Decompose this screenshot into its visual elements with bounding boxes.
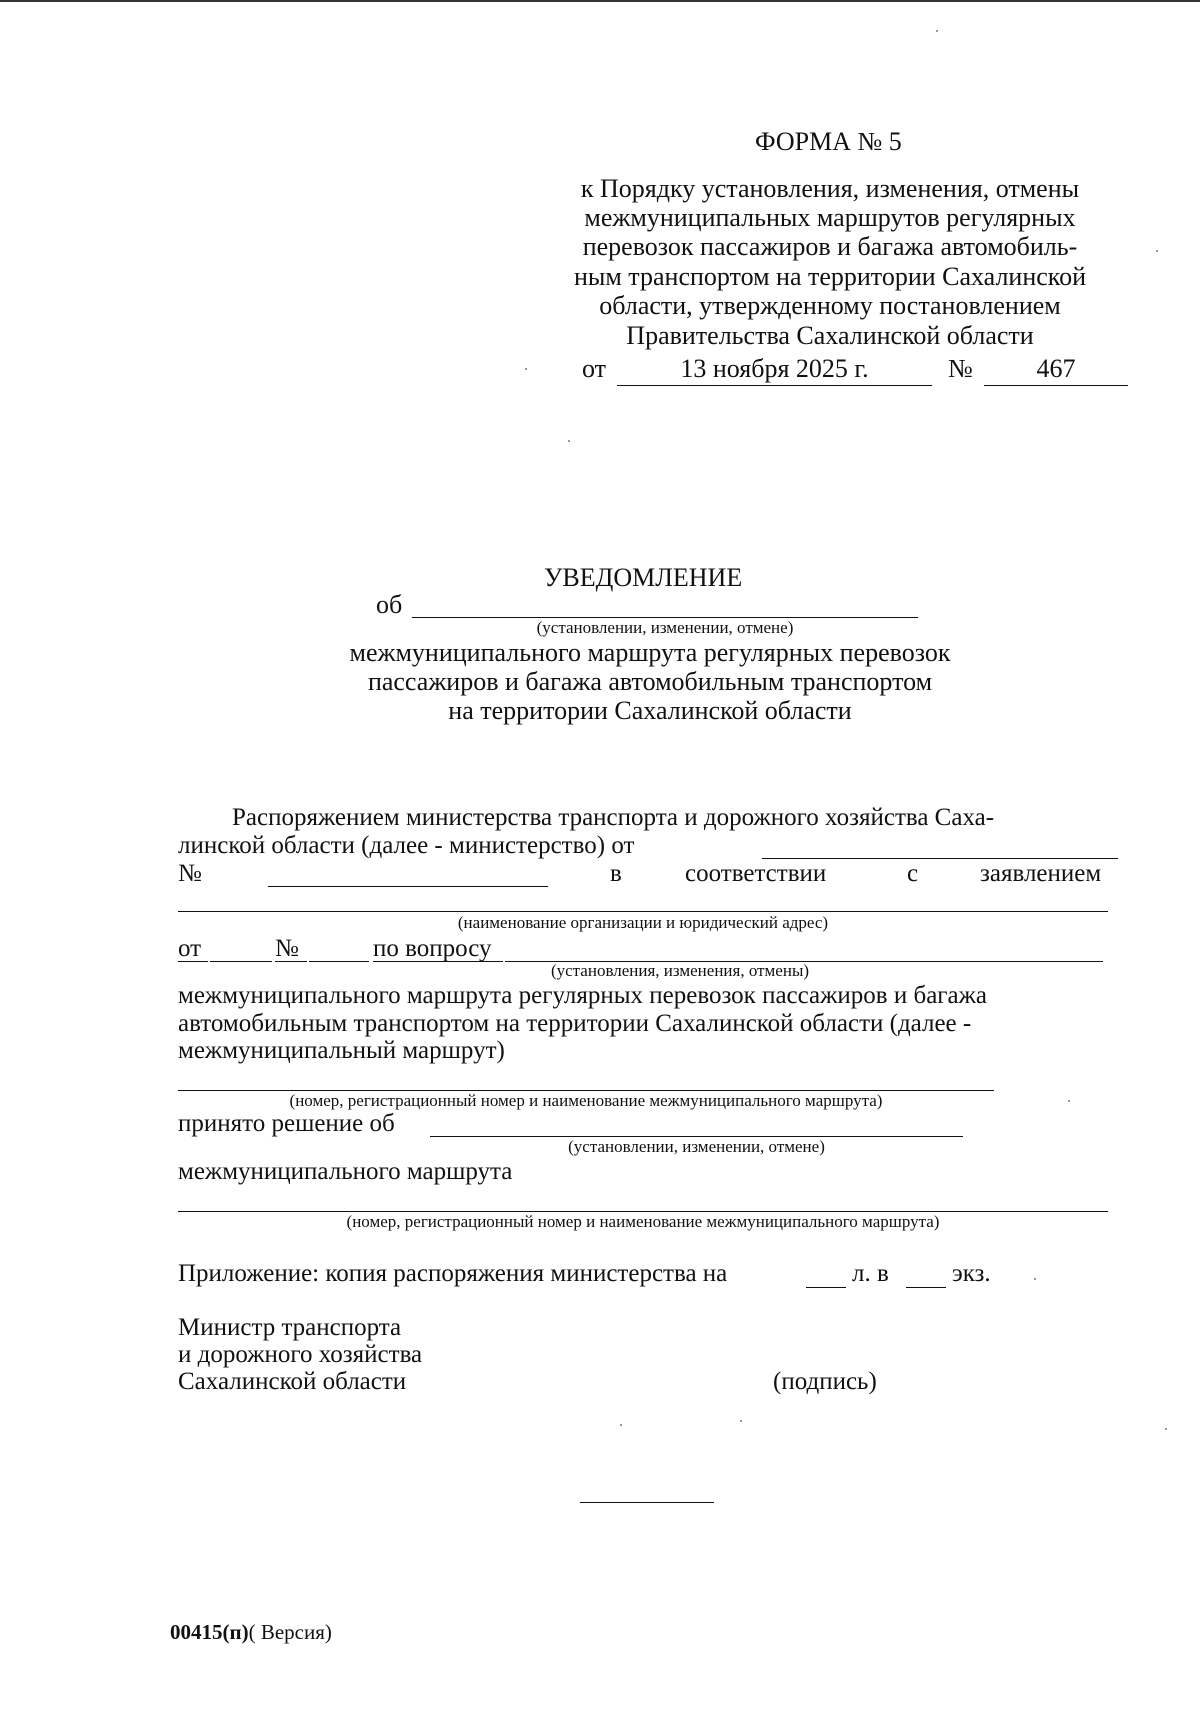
route-label: межмуниципального маршрута — [178, 1158, 513, 1185]
from-date-underline — [210, 961, 272, 962]
number-value: 467 — [1036, 354, 1076, 383]
scan-speck — [936, 30, 938, 32]
signature-label: (подпись) — [773, 1368, 877, 1395]
order-number-sign: № — [178, 860, 202, 887]
word-v: в — [610, 860, 622, 887]
word-s: с — [907, 860, 919, 887]
from-label: от — [178, 935, 202, 962]
route-caption-2: (номер, регистрационный номер и наименование межмуниципального маршрута) — [346, 1212, 940, 1231]
body-p2-line2: автомобильным транспортом на территории Сахалинской области (далее - — [178, 1010, 972, 1037]
question-caption: (установления, изменения, отмены) — [550, 961, 810, 980]
header-line-3: перевозок пассажиров и багажа автомобиль- — [582, 232, 1078, 261]
footer-code-rest: ( Версия) — [248, 1620, 332, 1644]
form-title: ФОРМА № 5 — [755, 127, 902, 156]
notice-title: УВЕДОМЛЕНИЕ — [544, 563, 743, 592]
footer-code — [170, 1619, 332, 1645]
attachment-copies: экз. — [952, 1260, 991, 1287]
signature-line-1: Министр транспорта — [178, 1314, 402, 1341]
header-line-6: Правительства Сахалинской области — [626, 321, 1034, 350]
body-p1-line2: линской области (далее - министерство) от — [178, 832, 635, 859]
question-label-underline — [373, 961, 503, 962]
from-number-underline — [309, 961, 369, 962]
signature-line-2: и дорожного хозяйства — [178, 1341, 423, 1368]
sheets-underline — [806, 1287, 846, 1288]
decision-label: принято решение об — [178, 1110, 395, 1137]
ob-label: об — [376, 590, 403, 619]
order-number-underline — [268, 886, 548, 887]
attachment-prefix: Приложение: копия распоряжения министерства на — [178, 1260, 728, 1287]
attachment-sheets: л. в — [852, 1260, 889, 1287]
from-label-underline — [178, 961, 208, 962]
notice-subtitle-1: межмуниципального маршрута регулярных перевозок — [349, 638, 951, 667]
body-p2-line3: межмуниципальный маршрут) — [178, 1037, 505, 1064]
scan-speck — [1068, 1100, 1070, 1102]
body-p1-line1: Распоряжением министерства транспорта и дорожного хозяйства Саха- — [232, 804, 995, 831]
org-caption: (наименование организации и юридический адрес) — [457, 913, 829, 932]
header-line-2: межмуниципальных маршрутов регулярных — [584, 203, 1076, 232]
number-sign: № — [948, 354, 973, 383]
word-accordance: соответствии — [685, 860, 827, 887]
scan-speck — [568, 440, 570, 442]
org-underline — [178, 911, 1108, 912]
scan-speck — [1034, 1278, 1036, 1280]
ob-caption: (установлении, изменении, отмене) — [536, 618, 794, 637]
from-number-sign: № — [275, 935, 299, 962]
number-underline — [984, 385, 1128, 386]
header-line-1: к Порядку установления, изменения, отмены — [580, 174, 1080, 203]
scan-speck — [620, 1424, 622, 1426]
scan-speck — [740, 1420, 742, 1422]
from-sign-underline — [275, 961, 307, 962]
scan-speck — [1165, 1428, 1167, 1430]
date-value: 13 ноября 2025 г. — [680, 354, 869, 383]
notice-subtitle-3: на территории Сахалинской области — [448, 696, 852, 725]
route-caption-1: (номер, регистрационный номер и наименование межмуниципального маршрута) — [289, 1091, 883, 1110]
body-p2-line1: межмуниципального маршрута регулярных перевозок пассажиров и багажа — [178, 982, 988, 1009]
header-line-4: ным транспортом на территории Сахалинской — [573, 262, 1087, 291]
copies-underline — [906, 1287, 946, 1288]
header-line-5: области, утвержденному постановлением — [599, 291, 1061, 320]
date-underline — [617, 385, 932, 386]
question-label: по вопросу — [373, 935, 492, 962]
scan-top-edge — [0, 0, 1200, 2]
scan-speck — [1156, 250, 1158, 252]
notice-subtitle-2: пассажиров и багажа автомобильным транспортом — [367, 667, 933, 696]
word-application: заявлением — [980, 860, 1102, 887]
scan-speck — [525, 368, 527, 370]
signature-line-3: Сахалинской области — [178, 1368, 407, 1395]
decision-caption: (установлении, изменении, отмене) — [568, 1137, 825, 1156]
footer-code-bold: 00415(п) — [170, 1620, 249, 1644]
end-divider — [580, 1502, 714, 1503]
date-prefix: от — [582, 354, 607, 383]
order-date-underline — [762, 858, 1118, 859]
